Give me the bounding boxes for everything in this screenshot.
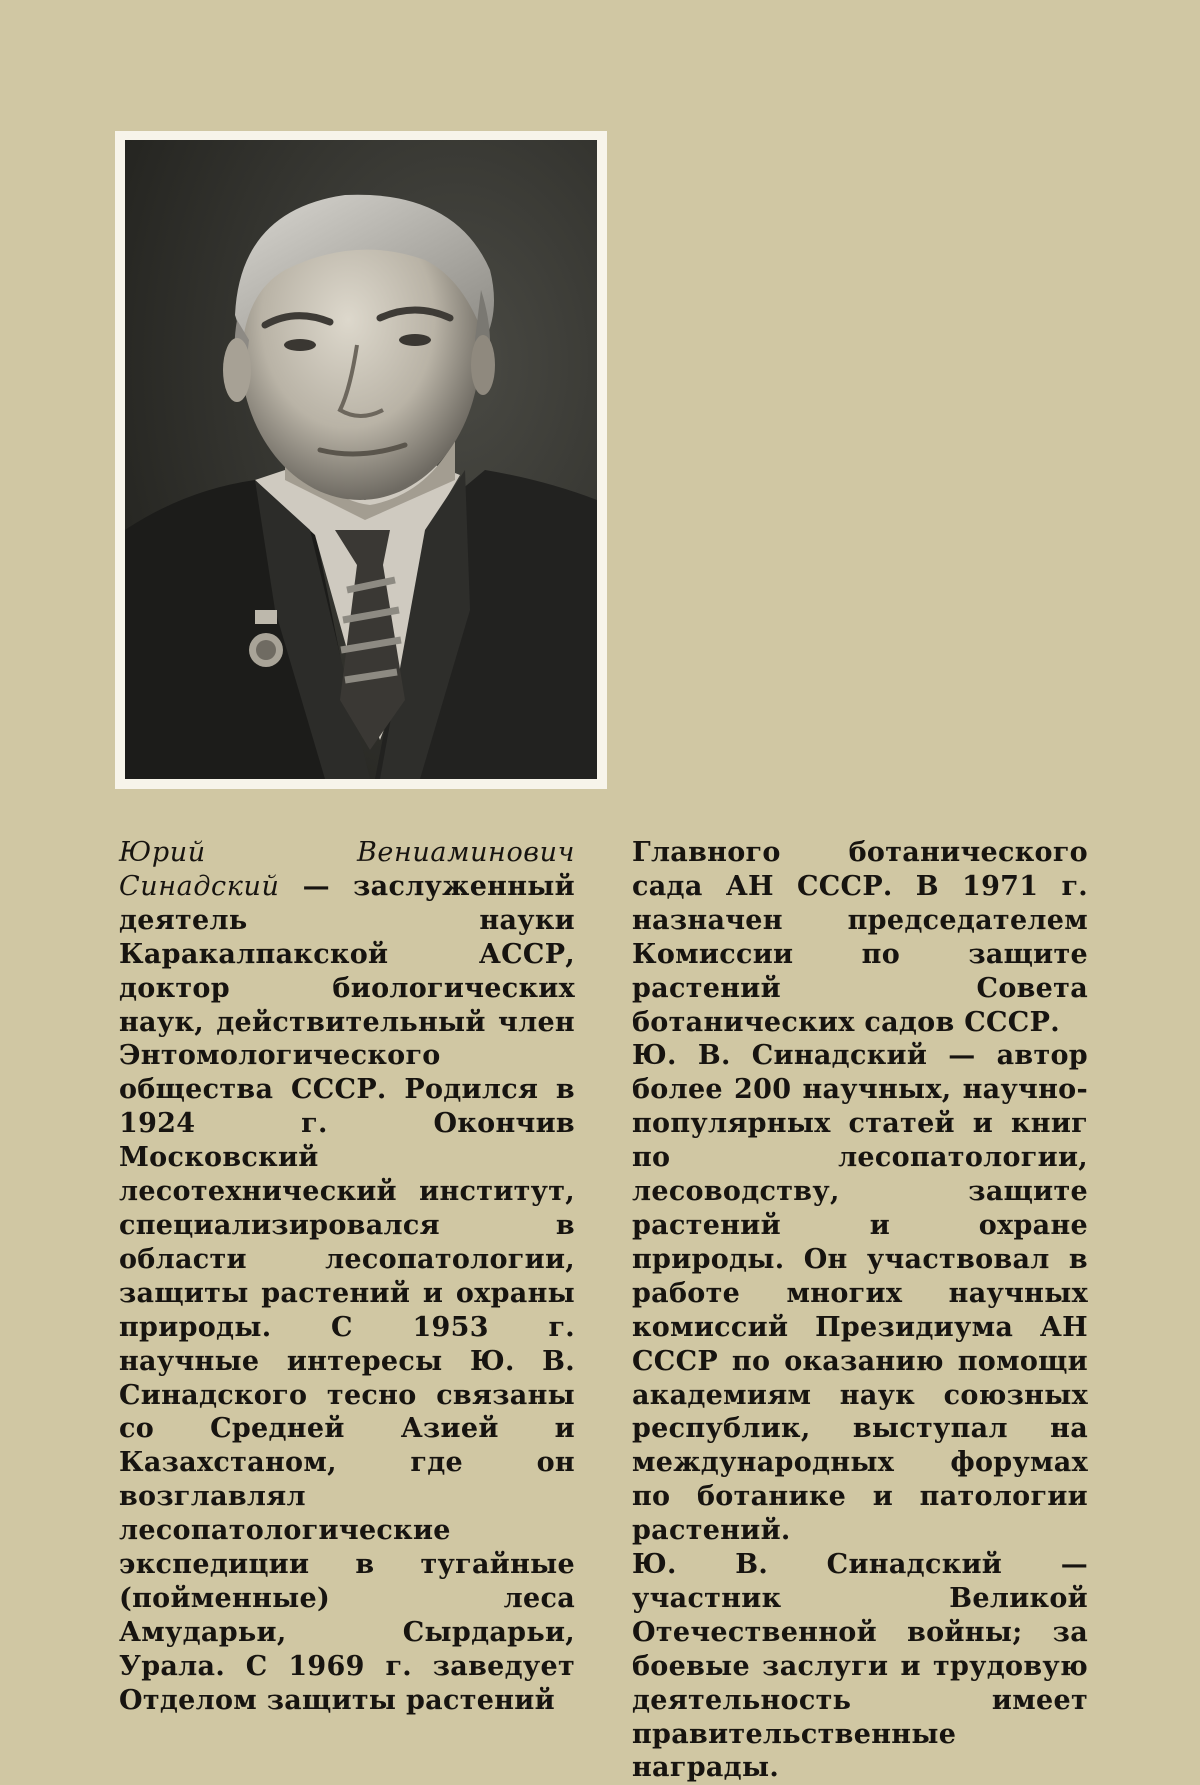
- biography-right-column: [632, 836, 1088, 1785]
- person-name: Юрий Вениаминович Синадский: [119, 837, 575, 902]
- biography-paragraph-1: [119, 836, 575, 1718]
- biography-paragraph-3: Ю. В. Синадский — участник Великой Отечественной войны; за боевые заслуги и трудовую деятельность имеет правительственные награды.: [632, 1549, 1088, 1784]
- biography-paragraph-2: Ю. В. Синадский — автор более 200 научных, научно-популярных статей и книг по лесопатологии, лесоводству, защите растений и охране природы. Он участвовал в работе многих научных комиссий Президиума АН СССР по оказанию помощи академиям наук союзных республик, выступал на международных форумах по ботанике и патологии растений.: [632, 1040, 1088, 1547]
- portrait-photo: [115, 131, 607, 789]
- biography-left-column: [119, 836, 575, 1718]
- biography-left-text: — заслуженный деятель науки Каракалпакской АССР, доктор биологических наук, действительный член Энтомологического общества СССР. Родился в 1924 г. Окончив Московский лесотехнический институт, специализировался в области лесопатологии, защиты растений и охраны природы. С 1953 г. научные интересы Ю. В. Синадского тесно связаны со Средней Азией и Казахстаном, где он возглавлял лесопатологические экспедиции в тугайные (пойменные) леса Амударьи, Сырдарьи, Урала. С 1969 г. заведует Отделом защиты растений: [119, 870, 575, 1716]
- biography-paragraph-1-continued: Главного ботанического сада АН СССР. В 1971 г. назначен председателем Комиссии по защите растений Совета ботанических садов СССР.: [632, 837, 1088, 1038]
- portrait-image: [125, 140, 597, 779]
